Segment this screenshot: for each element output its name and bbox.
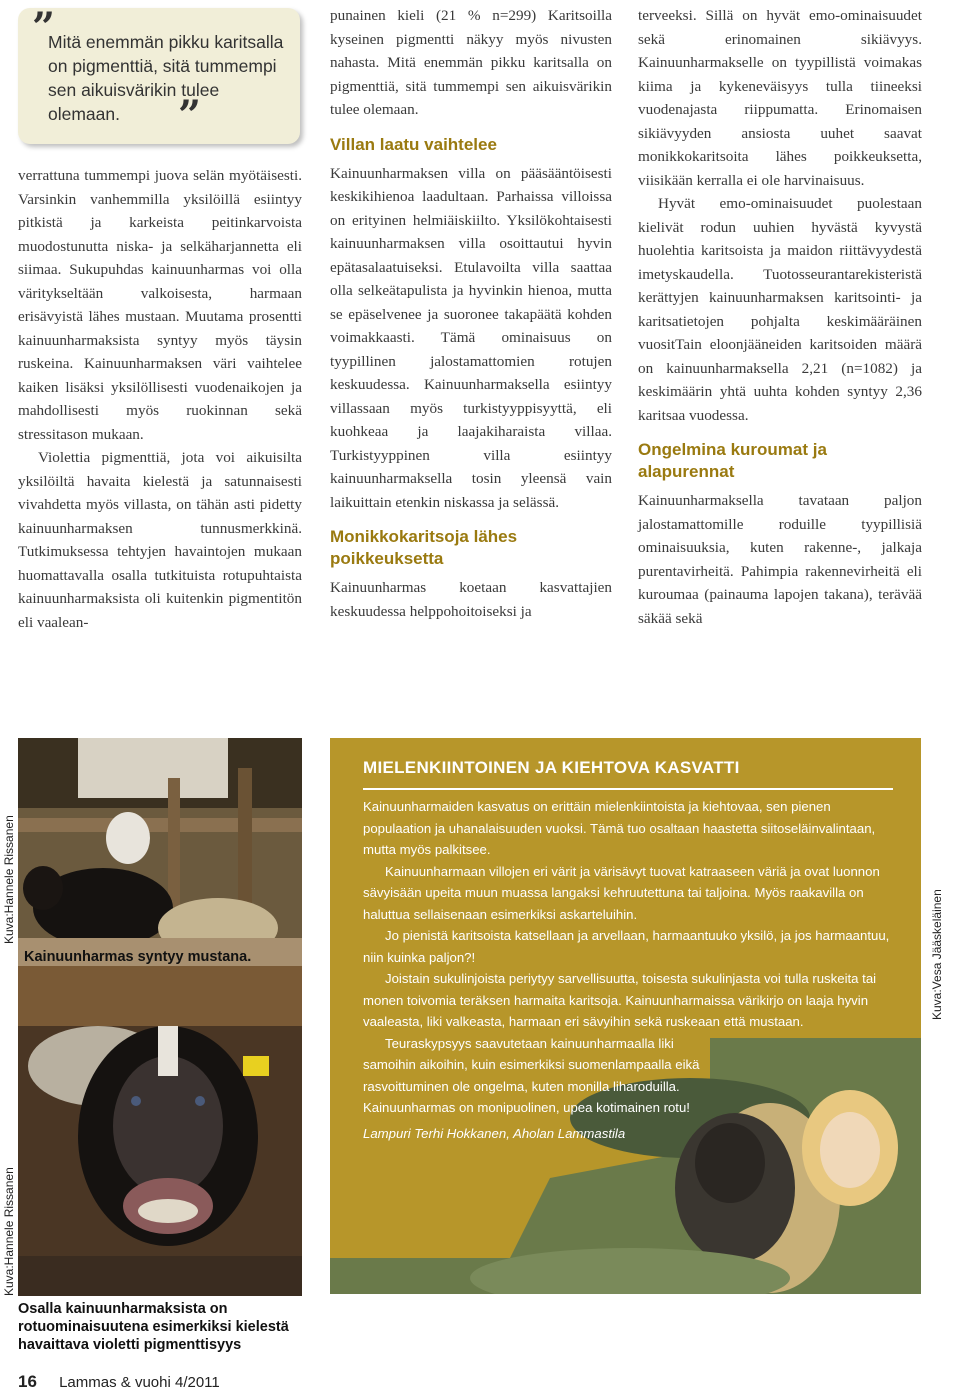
paragraph: Kainuunharmas koetaan kasvattajien keskuudessa helppohoitoiseksi ja — [330, 579, 612, 620]
pull-quote — [18, 4, 300, 144]
quote-open-mark: ” — [32, 4, 56, 51]
section-heading: Ongelmina kuroumat ja alapurennat — [638, 440, 827, 481]
page-footer — [18, 1372, 220, 1392]
lamb-photo-image — [18, 738, 302, 966]
magazine-name: Lammas & vuohi 4/2011 — [59, 1374, 220, 1391]
box-signature: Lampuri Terhi Hokkanen, Aholan Lammastila — [363, 1125, 626, 1141]
paragraph: verrattuna tummempi juova selän myötäisesti. Varsinkin vanhemmilla yksilöillä esiintyy pitkistä ja karkeista peitinkarvoista muodostunutta niska- ja selkäharjannetta eli siimaa. Sukupuhdas kainuunharmas voi olla väritykseltään valkoisesta, harmaan erisävyistä lähes mustaan. Muutama prosentti kainuunharmaksista syntyy myös täysin ruskeina. Kainuunharmaksen väri vaihtelee kaiken lisäksi yksilöllisesti vuodenaikojen ja mahdollisesti myös ruokinnan sekä stressitason mukaan. — [18, 167, 302, 443]
paragraph: Kainuunharmaksella tavataan paljon jalostamattomille roduille tyypillisiä ominaisuuksia, kuten rakenne-, jalkaja purentavirheitä. Pahimpia rakennevirheitä eli kuroumaa (painauma lapojen takana), terävää säkää sekä — [638, 492, 922, 627]
photo-caption: Kainuunharmas syntyy mustana. — [24, 949, 252, 965]
pull-quote-text: Mitä enemmän pikku karitsalla on pigmenttiä, sitä tummempi sen aikuisvärikin tulee olemaan. — [48, 32, 284, 124]
paragraph: Hyvät emo-ominaisuudet puolestaan kielivät rodun uuhien hyvästä kyvystä huolehtia karitsoista ja maidon riittävyydestä imetyskaudella. Tuotosseurantarekisteristä kerättyjen kainuunharmaksen karitsointi- ja karitsatietojen pohjalta keskimääräinen vuositTain eloonjääneiden karitsoiden määrä on kainuunharmaksella 2,21 (n=1082) ja keskimäärin yhtä uuhta kohden syntyy 2,36 karitsaa vuodessa. — [638, 195, 922, 424]
photo-credit: Kuva:Vesa Jääskeläinen — [930, 889, 944, 1020]
article-column-3 — [638, 4, 922, 630]
sheep-tongue-photo — [18, 966, 302, 1296]
box-text — [363, 796, 893, 1144]
paragraph: Kainuunharmaksen villa on pääsääntöisesti keskikihienoa laadultaan. Parhaissa villoissa on erityinen helmiäiskiilto. Yksilökohtaisesti kainuunharmaksen villa osoittautui hyvin epätasalaatuiseksi. Etulavoilta villa saattaa olla selkeätapulista ja hyvinkin hienoa, mutta se epäselvenee ja suoronee takapäätä kohden voimakkaasti. Tämä ominaisuus on tyypillinen jalostamattomien rotujen keskuudessa. Kainuunharmaksella esiintyy villassaan myös turkistyyppisyyttä, eli kuohkeaa ja laajakiharaista villaa. Turkistyyppinen villa esiintyy kainuunharmaksella tosin yleensä vain laikuittain etenkin niskassa ja selässä. — [330, 164, 612, 511]
paragraph: Violettia pigmenttiä, jota voi aikuisilta yksilöiltä havaita kielestä ja satunnaisesti vivahdetta myös villasta, on tähän asti pidetty kainuunharmaksen tunnusmerkkinä. Tutkimuksessa tehtyjen havaintojen mukaan huomattavalla osalla tutkituista rotupuhtaista kainuunharmaksista oli kuitenkin pigmentitön eli vaalean- — [18, 449, 302, 631]
box-paragraph: Joistain sukulinjoista periytyy sarvellisuutta, toisesta sukulinjasta voi tulla ruskeita tai monen toivomia teräksen harmaita karitsoja. Kainuunharmaissa värikirjo on laaja hyvin vaaleasta, liki valkeasta, harmaan eri sävyihin sekä ruskeaan että mustaan. — [363, 971, 877, 1029]
paragraph: punainen kieli (21 % n=299) Karitsoilla kyseinen pigmentti näkyy myös nivusten nahasta. Mitä enemmän pikku karitsalla on pigmenttiä, sitä tummempi sen aikuisvärikin tulee olemaan. — [330, 7, 612, 118]
lamb-photo — [18, 738, 302, 966]
photo-credit: Kuva:Hannele Rissanen — [2, 1167, 16, 1296]
info-box — [330, 738, 921, 1294]
page-number: 16 — [18, 1372, 37, 1391]
quote-close-mark: ” — [178, 92, 202, 139]
box-paragraph: Teuraskypsyys saavutetaan kainuunharmaalla liki samoihin aikoihin, kuin esimerkiksi suomenlampaalla eikä rasvoittuminen ole ongelma, kuten monilla liharoduilla. Kainuunharmas on monipuolinen, upea kotimainen rotu! — [363, 1035, 700, 1115]
section-heading: Monikkokaritsoja lähes poikkeuksetta — [330, 527, 518, 568]
section-heading: Villan laatu vaihtelee — [330, 134, 497, 154]
box-paragraph: Kainuunharmaan villojen eri värit ja värisävyt tuovat katraaseen väriä ja ovat luonnon sävyisään upeita muun muassa langaksi kehruutettuna tai taljoina. Myös raakavilla on haluttua sellaisenaan esimerkiksi askarteluihin. — [363, 863, 880, 922]
box-title: MIELENKIINTOINEN JA KIEHTOVA KASVATTI — [363, 758, 740, 777]
photo-caption: Osalla kainuunharmaksista on rotuominaisuutena esimerkiksi kielestä havaittava violetti pigmenttisyys — [18, 1301, 289, 1353]
article-column-2 — [330, 4, 612, 623]
paragraph: terveeksi. Sillä on hyvät emo-ominaisuudet sekä erinomainen sikiävyys. Kainuunharmakselle on tyypillistä voimakas kiima ja kykeneväisyys tulla tiineeksi vuodenajasta riippumatta. Erinomaisen sikiävyyden ansiosta uuhet saavat monikkokaritsoita lähes poikkeuksetta, viisikään kerralla ei ole harvinaisuus. — [638, 7, 922, 189]
box-paragraph: Jo pienistä karitsoista katsellaan ja arvellaan, harmaantuuko yksilö, ja jos harmaantuu, niin kuinka paljon?! — [363, 928, 890, 965]
article-column-1 — [18, 164, 302, 634]
box-title-rule — [363, 788, 893, 790]
box-paragraph: Kainuunharmaiden kasvatus on erittäin mielenkiintoista ja kiehtovaa, sen pienen populaation ja uhanalaisuuden vuoksi. Tämä tuo osaltaan haastetta siitoseläinvalintaan, mutta myös palkitsee. — [363, 799, 876, 857]
photo-credit: Kuva:Hannele Rissanen — [2, 815, 16, 944]
sheep-tongue-image — [18, 966, 302, 1296]
